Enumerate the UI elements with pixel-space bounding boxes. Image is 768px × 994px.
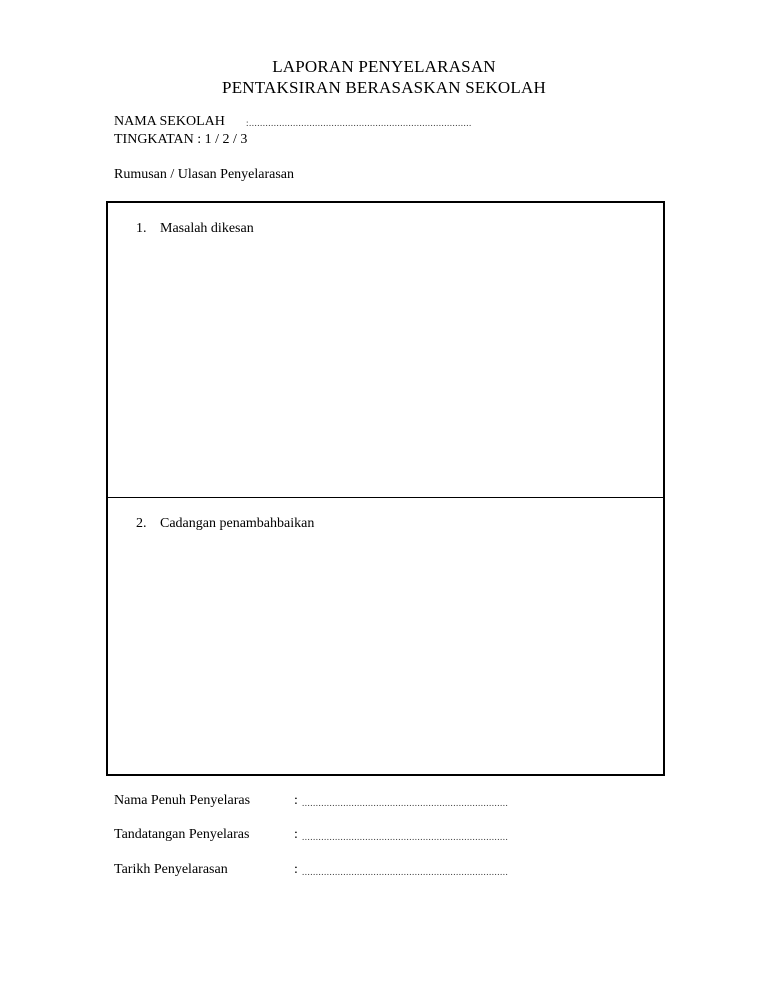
- box-divider: [108, 497, 663, 498]
- rumusan-heading: Rumusan / Ulasan Penyelarasan: [114, 167, 295, 182]
- report-title-line2: PENTAKSIRAN BERASASKAN SEKOLAH: [222, 78, 546, 97]
- nama-sekolah-label: NAMA SEKOLAH: [114, 114, 225, 129]
- report-title-line1: LAPORAN PENYELARASAN: [272, 57, 496, 76]
- cadangan-number: 2.: [136, 516, 147, 531]
- masalah-label: Masalah dikesan: [160, 221, 254, 236]
- cadangan-label: Cadangan penambahbaikan: [160, 516, 315, 531]
- cadangan-item: [136, 516, 314, 532]
- masalah-item: [136, 221, 254, 237]
- tingkatan-row: TINGKATAN : 1 / 2 / 3: [114, 132, 248, 147]
- nama-penuh-label: Nama Penuh Penyelaras: [114, 793, 251, 808]
- nama-penuh-blank[interactable]: ...........................................................................: [302, 798, 509, 808]
- tandatangan-colon: :: [294, 827, 298, 842]
- tarikh-label: Tarikh Penyelarasan: [114, 862, 228, 877]
- tarikh-row: [114, 862, 509, 878]
- nama-penuh-colon: :: [294, 793, 298, 808]
- nama-sekolah-row: [114, 114, 472, 130]
- tarikh-blank[interactable]: ...........................................................................: [302, 867, 509, 877]
- masalah-number: 1.: [136, 221, 147, 236]
- tandatangan-blank[interactable]: ...........................................................................: [302, 832, 509, 842]
- nama-sekolah-blank[interactable]: :.................................................................................: [246, 118, 472, 128]
- tandatangan-label: Tandatangan Penyelaras: [114, 827, 250, 842]
- tandatangan-row: [114, 827, 509, 843]
- tarikh-colon: :: [294, 862, 298, 877]
- comments-box: [106, 201, 665, 776]
- nama-penuh-row: [114, 793, 509, 809]
